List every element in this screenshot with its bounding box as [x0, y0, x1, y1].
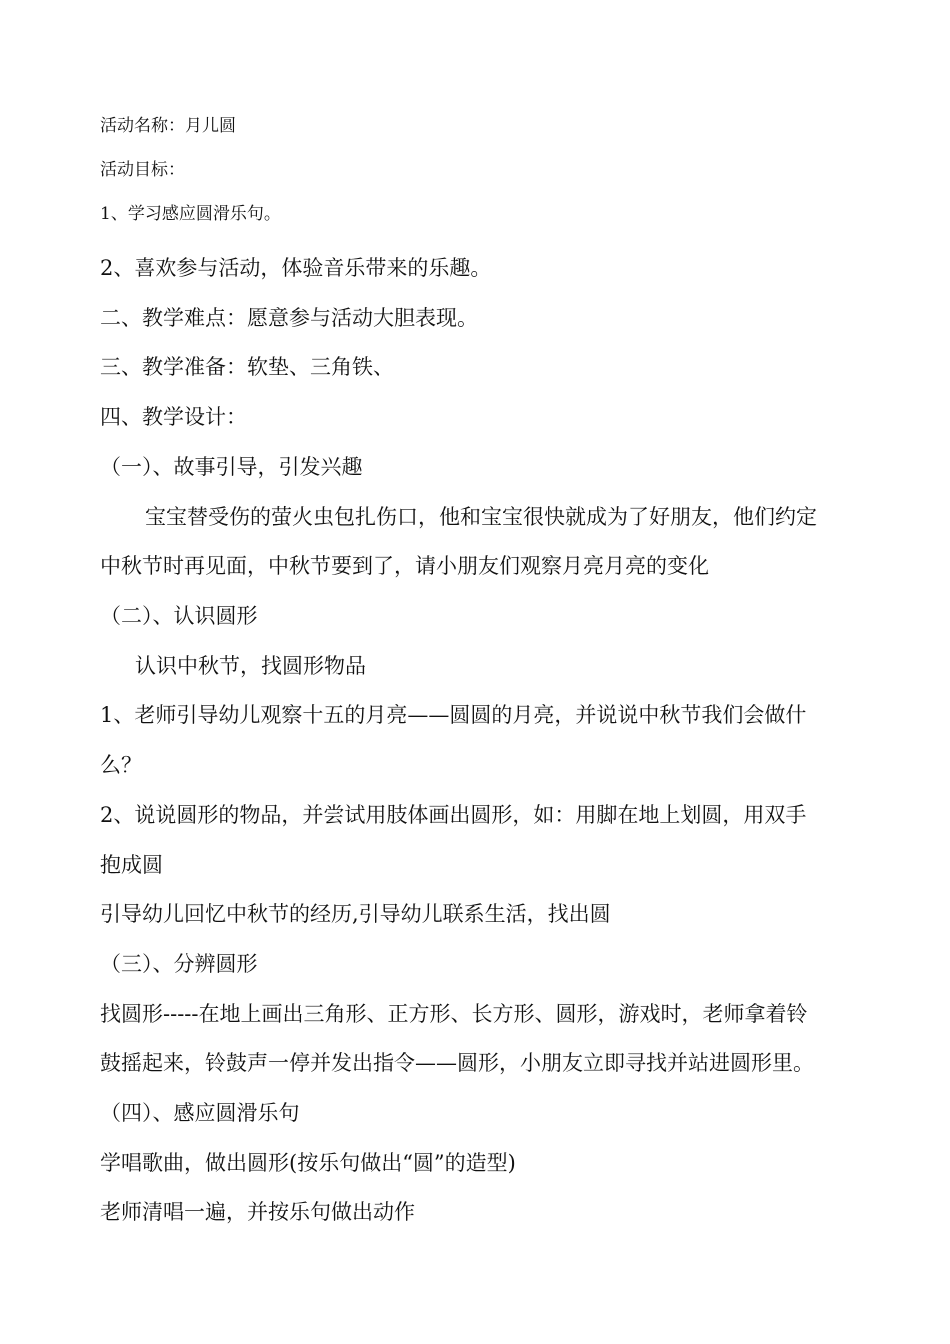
section-2-item-2-line-2: 抱成圆 — [100, 853, 163, 877]
section-4-title: （四）、感应圆滑乐句 — [100, 1101, 300, 1125]
teaching-design-heading: 四、教学设计： — [100, 405, 247, 429]
teaching-difficulty: 二、教学难点：愿意参与活动大胆表现。 — [100, 306, 478, 330]
section-1-title: （一）、故事引导，引发兴趣 — [100, 455, 363, 479]
section-2-item-1-line-2: 么？ — [100, 753, 142, 777]
teaching-preparation: 三、教学准备：软垫、三角铁、 — [100, 355, 394, 379]
section-2-item-1-line-1: 1、老师引导幼儿观察十五的月亮——圆圆的月亮，并说说中秋节我们会做什 — [100, 703, 807, 727]
section-4-line-2: 老师清唱一遍，并按乐句做出动作 — [100, 1200, 415, 1224]
activity-goals-heading: 活动目标： — [100, 160, 185, 180]
section-3-title: （三）、分辨圆形 — [100, 952, 258, 976]
section-4-line-1: 学唱歌曲，做出圆形(按乐句做出“圆”的造型) — [100, 1151, 516, 1175]
section-1-paragraph-line-2: 中秋节时再见面，中秋节要到了，请小朋友们观察月亮月亮的变化 — [100, 554, 709, 578]
section-2-title: （二）、认识圆形 — [100, 604, 258, 628]
section-3-line-1: 找圆形-----在地上画出三角形、正方形、长方形、圆形，游戏时，老师拿着铃 — [100, 1002, 808, 1026]
section-1-paragraph-line-1: 宝宝替受伤的萤火虫包扎伤口，他和宝宝很快就成为了好朋友，他们约定 — [145, 505, 817, 529]
section-3-line-2: 鼓摇起来，铃鼓声一停并发出指令——圆形，小朋友立即寻找并站进圆形里。 — [100, 1051, 814, 1075]
goal-item-1: 1、学习感应圆滑乐句。 — [100, 204, 281, 224]
section-2-summary: 引导幼儿回忆中秋节的经历,引导幼儿联系生活，找出圆 — [100, 902, 611, 926]
section-2-item-2-line-1: 2、说说圆形的物品，并尝试用肢体画出圆形，如：用脚在地上划圆，用双手 — [100, 803, 807, 827]
section-2-intro: 认识中秋节，找圆形物品 — [135, 654, 366, 678]
activity-name: 活动名称：月儿圆 — [100, 116, 236, 136]
goal-item-2: 2、喜欢参与活动，体验音乐带来的乐趣。 — [100, 256, 492, 280]
